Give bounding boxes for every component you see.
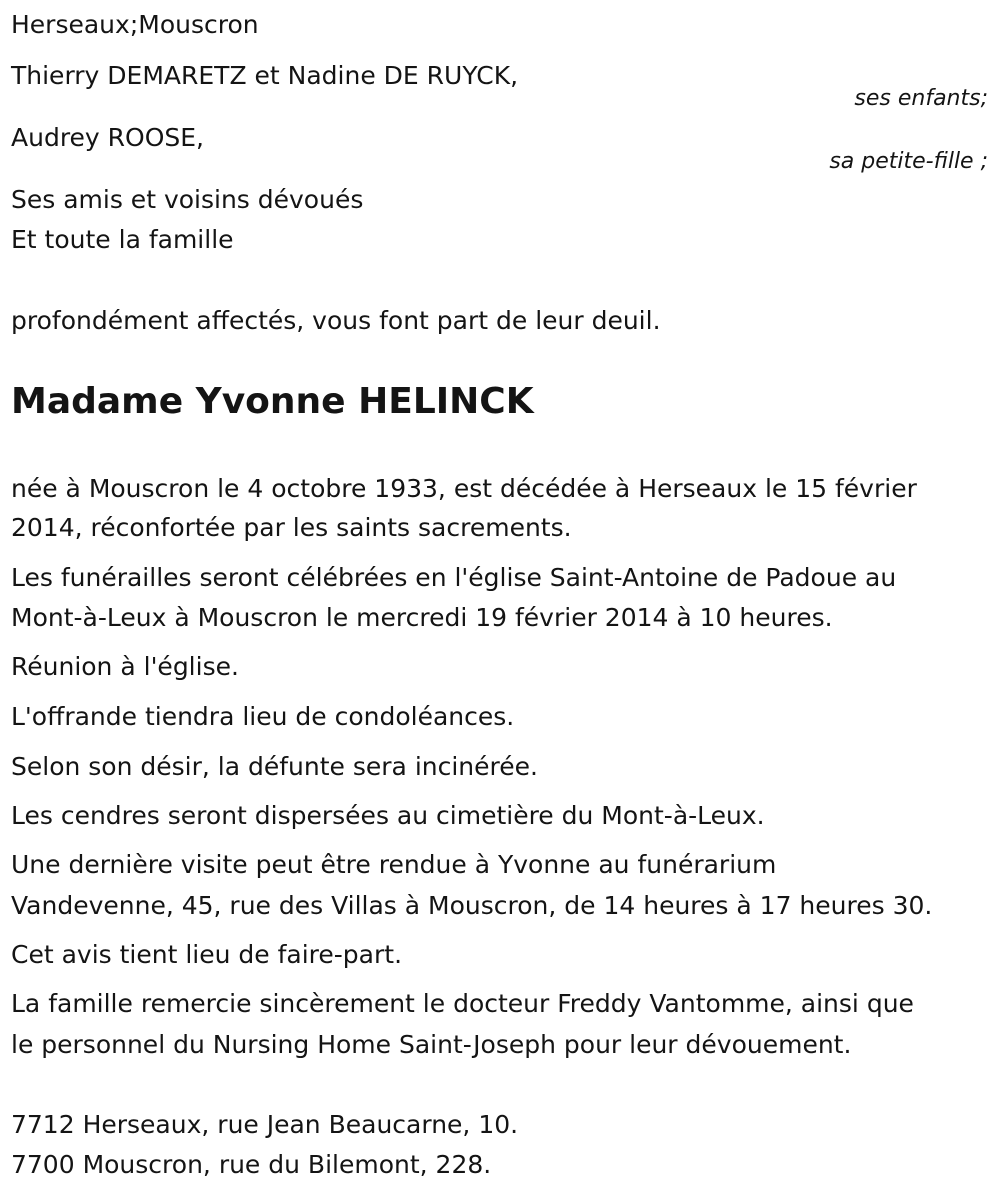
birth-death-line-1: née à Mouscron le 4 octobre 1933, est décédée à Herseaux le 15 février (11, 474, 917, 503)
offering-line: L'offrande tiendra lieu de condoléances. (11, 702, 515, 731)
thanks-line-1: La famille remercie sincèrement le docteur Freddy Vantomme, ainsi que (11, 989, 914, 1018)
address-herseaux: 7712 Herseaux, rue Jean Beaucarne, 10. (11, 1110, 519, 1139)
birth-death-line-2: 2014, réconfortée par les saints sacrements. (11, 513, 572, 542)
children-role: ses enfants; (854, 86, 988, 111)
location-header: Herseaux;Mouscron (11, 10, 259, 39)
grandchild-name: Audrey ROOSE, (11, 123, 205, 152)
announcement-line: profondément affectés, vous font part de leur deuil. (11, 306, 661, 335)
visit-line-2: Vandevenne, 45, rue des Villas à Mouscron, de 14 heures à 17 heures 30. (11, 891, 933, 920)
address-mouscron: 7700 Mouscron, rue du Bilemont, 228. (11, 1150, 492, 1179)
thanks-line-2: le personnel du Nursing Home Saint-Joseph pour leur dévouement. (11, 1030, 852, 1059)
visit-line-1: Une dernière visite peut être rendue à Yvonne au funérarium (11, 850, 777, 879)
funeral-line-1: Les funérailles seront célébrées en l'église Saint-Antoine de Padoue au (11, 563, 897, 592)
deceased-name: Madame Yvonne HELINCK (11, 381, 534, 422)
friends-line: Ses amis et voisins dévoués (11, 185, 364, 214)
funeral-line-2: Mont-à-Leux à Mouscron le mercredi 19 février 2014 à 10 heures. (11, 603, 833, 632)
cremation-line: Selon son désir, la défunte sera incinérée. (11, 752, 538, 781)
family-line: Et toute la famille (11, 225, 234, 254)
children-names: Thierry DEMARETZ et Nadine DE RUYCK, (11, 61, 519, 90)
meeting-line: Réunion à l'église. (11, 652, 239, 681)
notice-line: Cet avis tient lieu de faire-part. (11, 940, 403, 969)
ashes-line: Les cendres seront dispersées au cimetière du Mont-à-Leux. (11, 801, 765, 830)
grandchild-role: sa petite-fille ; (829, 149, 988, 174)
